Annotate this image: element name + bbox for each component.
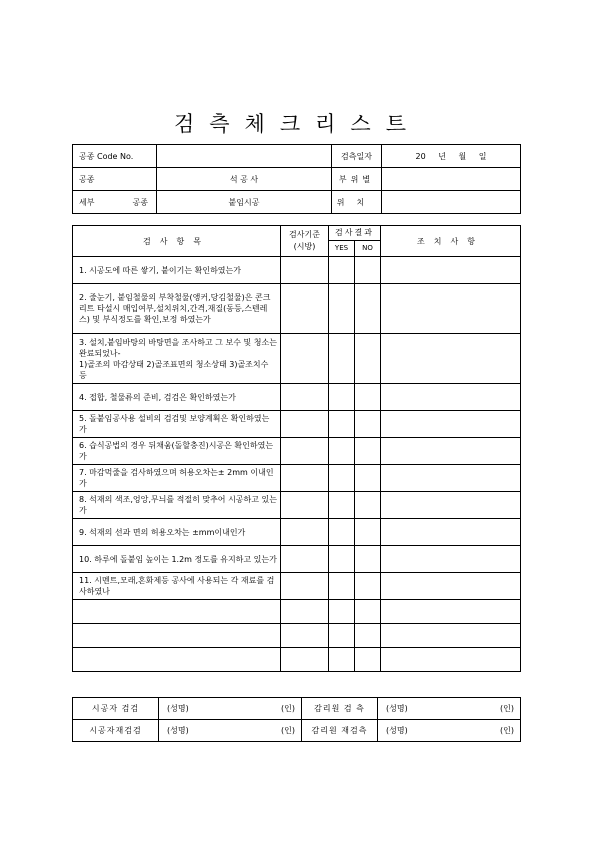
standard-header	[281, 226, 329, 257]
type-value[interactable]: 석 공 사	[157, 168, 332, 191]
inspection-item-text: 3. 설치,붙임바탕의 바탕면을 조사하고 그 보수 및 청소는 완료되었나-	[79, 337, 277, 358]
inspection-action-cell[interactable]	[381, 465, 521, 492]
type-label: 공종	[73, 168, 157, 191]
inspection-yes-cell[interactable]	[329, 648, 355, 672]
inspection-yes-cell[interactable]	[329, 519, 355, 546]
inspection-no-cell[interactable]	[355, 624, 381, 648]
date-value[interactable]: 20 년 월 일	[382, 145, 521, 168]
signature-table	[72, 697, 521, 742]
signature-name-placeholder: (성명)	[167, 704, 189, 713]
inspection-row	[73, 257, 521, 284]
inspection-row	[73, 519, 521, 546]
signature-seal-placeholder: (인)	[281, 704, 295, 713]
inspection-item-text: 5. 돌붙임공사용 설비의 검검및 보양계획은 확인하였는가	[79, 414, 270, 434]
inspection-row	[73, 624, 521, 648]
inspection-row	[73, 334, 521, 384]
inspection-yes-cell[interactable]	[329, 411, 355, 438]
info-row-detail	[73, 191, 521, 214]
inspection-standard-cell[interactable]	[281, 546, 329, 573]
inspection-item-text: 8. 석재의 색조,엉앙,무늬를 적절히 맞추어 시공하고 있는가	[79, 495, 277, 515]
inspection-item	[73, 411, 281, 438]
supervisor-signature-field[interactable]	[378, 698, 521, 720]
inspection-row	[73, 438, 521, 465]
loc-value[interactable]	[382, 191, 521, 214]
inspection-action-cell[interactable]	[381, 257, 521, 284]
inspection-row	[73, 546, 521, 573]
inspection-action-cell[interactable]	[381, 624, 521, 648]
inspection-row	[73, 648, 521, 672]
inspection-yes-cell[interactable]	[329, 624, 355, 648]
inspection-standard-cell[interactable]	[281, 600, 329, 624]
inspection-standard-cell[interactable]	[281, 284, 329, 334]
signature-body	[73, 698, 521, 742]
inspection-standard-cell[interactable]	[281, 492, 329, 519]
inspection-item-text: 4. 접합, 철물류의 준비, 검검은 확인하였는가	[79, 392, 236, 402]
action-header: 조치사항	[381, 226, 521, 257]
inspection-row	[73, 284, 521, 334]
inspection-row	[73, 573, 521, 600]
inspection-row	[73, 600, 521, 624]
inspection-action-cell[interactable]	[381, 492, 521, 519]
inspection-no-cell[interactable]	[355, 600, 381, 624]
inspection-no-cell[interactable]	[355, 334, 381, 384]
inspection-standard-cell[interactable]	[281, 334, 329, 384]
supervisor-role-label: 감리원 재검측	[302, 720, 378, 742]
inspection-yes-cell[interactable]	[329, 334, 355, 384]
inspection-standard-cell[interactable]	[281, 438, 329, 465]
inspection-yes-cell[interactable]	[329, 573, 355, 600]
inspection-item	[73, 438, 281, 465]
contractor-signature-field[interactable]	[159, 698, 302, 720]
inspection-standard-cell[interactable]	[281, 411, 329, 438]
loc-label: 위치	[332, 191, 382, 214]
inspection-no-cell[interactable]	[355, 648, 381, 672]
inspection-item	[73, 334, 281, 384]
inspection-item-subtext: 1)골조의 마감상태 2)골조표면의 청소상태 3)골조치수 등	[79, 359, 269, 380]
inspection-action-cell[interactable]	[381, 384, 521, 411]
info-table	[72, 144, 521, 214]
supervisor-signature-field[interactable]	[378, 720, 521, 742]
inspection-item-text: 10. 하루에 돌붙임 높이는 1.2m 정도를 유지하고 있는가	[79, 554, 277, 564]
inspection-row	[73, 384, 521, 411]
inspection-standard-cell[interactable]	[281, 257, 329, 284]
code-label: 공종 Code No.	[73, 145, 157, 168]
inspection-item	[73, 573, 281, 600]
signature-seal-placeholder: (인)	[281, 726, 295, 735]
detail-value[interactable]: 붙임시공	[157, 191, 332, 214]
standard-header-line1: 검사기준	[289, 230, 320, 239]
page-title: 검측체크리스트	[173, 112, 421, 136]
yes-header: YES	[329, 240, 355, 256]
inspection-no-cell[interactable]	[355, 257, 381, 284]
contractor-signature-field[interactable]	[159, 720, 302, 742]
inspection-table	[72, 225, 521, 672]
inspection-item-text: 1. 시공도에 따른 쌓기, 붙이기는 확인하였는가	[79, 265, 241, 275]
signature-name-placeholder: (성명)	[386, 704, 408, 713]
contractor-role-label: 시공자 검검	[73, 698, 159, 720]
part-label: 부위별	[332, 168, 382, 191]
inspection-no-cell[interactable]	[355, 546, 381, 573]
contractor-role-label: 시공자재검검	[73, 720, 159, 742]
inspection-header-row	[73, 226, 521, 241]
item-header: 검사항목	[73, 226, 281, 257]
signature-name-placeholder: (성명)	[167, 726, 189, 735]
part-value[interactable]	[382, 168, 521, 191]
inspection-item	[73, 284, 281, 334]
inspection-yes-cell[interactable]	[329, 465, 355, 492]
signature-seal-placeholder: (인)	[500, 704, 514, 713]
signature-row	[73, 698, 521, 720]
inspection-no-cell[interactable]	[355, 573, 381, 600]
inspection-action-cell[interactable]	[381, 648, 521, 672]
inspection-item	[73, 257, 281, 284]
inspection-yes-cell[interactable]	[329, 600, 355, 624]
inspection-no-cell[interactable]	[355, 465, 381, 492]
inspection-action-cell[interactable]	[381, 546, 521, 573]
date-label: 검측일자	[332, 145, 382, 168]
signature-name-placeholder: (성명)	[386, 726, 408, 735]
inspection-yes-cell[interactable]	[329, 438, 355, 465]
info-row-code	[73, 145, 521, 168]
inspection-no-cell[interactable]	[355, 519, 381, 546]
inspection-item-text: 6. 습식공법의 경우 뒤채움(돌할충진)시공은 확인하였는가	[79, 441, 274, 461]
result-header: 검사결과	[329, 226, 381, 241]
inspection-action-cell[interactable]	[381, 438, 521, 465]
supervisor-role-label: 감리원 검 측	[302, 698, 378, 720]
signature-row	[73, 720, 521, 742]
inspection-item	[73, 600, 281, 624]
inspection-item-text: 2. 줄눈기, 붙임철물의 부착철물(앵커,당김철물)은 콘크리트 타설시 매입여부,설치위치,간격,재질(동등,스텐레스) 및 부식정도를 확인,보정 하였는가	[79, 293, 271, 324]
inspection-item	[73, 465, 281, 492]
inspection-no-cell[interactable]	[355, 438, 381, 465]
inspection-no-cell[interactable]	[355, 284, 381, 334]
inspection-standard-cell[interactable]	[281, 573, 329, 600]
no-header: NO	[355, 240, 381, 256]
inspection-no-cell[interactable]	[355, 411, 381, 438]
inspection-standard-cell[interactable]	[281, 384, 329, 411]
inspection-item-text: 11. 시멘트,모래,혼화제등 공사에 사용되는 각 재료를 검사하였나	[79, 576, 275, 596]
inspection-action-cell[interactable]	[381, 411, 521, 438]
inspection-no-cell[interactable]	[355, 492, 381, 519]
inspection-item	[73, 492, 281, 519]
inspection-yes-cell[interactable]	[329, 284, 355, 334]
inspection-row	[73, 411, 521, 438]
inspection-action-cell[interactable]	[381, 573, 521, 600]
inspection-row	[73, 492, 521, 519]
inspection-yes-cell[interactable]	[329, 492, 355, 519]
detail-label: 세부 공종	[73, 191, 157, 214]
inspection-item	[73, 648, 281, 672]
standard-header-line2: (시방)	[293, 242, 316, 251]
inspection-standard-cell[interactable]	[281, 648, 329, 672]
inspection-yes-cell[interactable]	[329, 384, 355, 411]
inspection-standard-cell[interactable]	[281, 465, 329, 492]
info-row-type	[73, 168, 521, 191]
inspection-action-cell[interactable]	[381, 519, 521, 546]
inspection-item-text: 9. 석재의 선과 면의 허용오차는 ±mm이내인가	[79, 527, 246, 537]
signature-seal-placeholder: (인)	[500, 726, 514, 735]
inspection-item	[73, 624, 281, 648]
inspection-body	[73, 257, 521, 672]
inspection-item	[73, 546, 281, 573]
code-value[interactable]	[157, 145, 332, 168]
inspection-yes-cell[interactable]	[329, 257, 355, 284]
inspection-yes-cell[interactable]	[329, 546, 355, 573]
inspection-standard-cell[interactable]	[281, 624, 329, 648]
inspection-row	[73, 465, 521, 492]
inspection-no-cell[interactable]	[355, 384, 381, 411]
inspection-action-cell[interactable]	[381, 334, 521, 384]
inspection-item-text: 7. 마감먹줄을 검사하였으며 허용오차는± 2mm 이내인가	[79, 468, 274, 488]
inspection-standard-cell[interactable]	[281, 519, 329, 546]
inspection-action-cell[interactable]	[381, 600, 521, 624]
inspection-item	[73, 519, 281, 546]
inspection-action-cell[interactable]	[381, 284, 521, 334]
inspection-item	[73, 384, 281, 411]
